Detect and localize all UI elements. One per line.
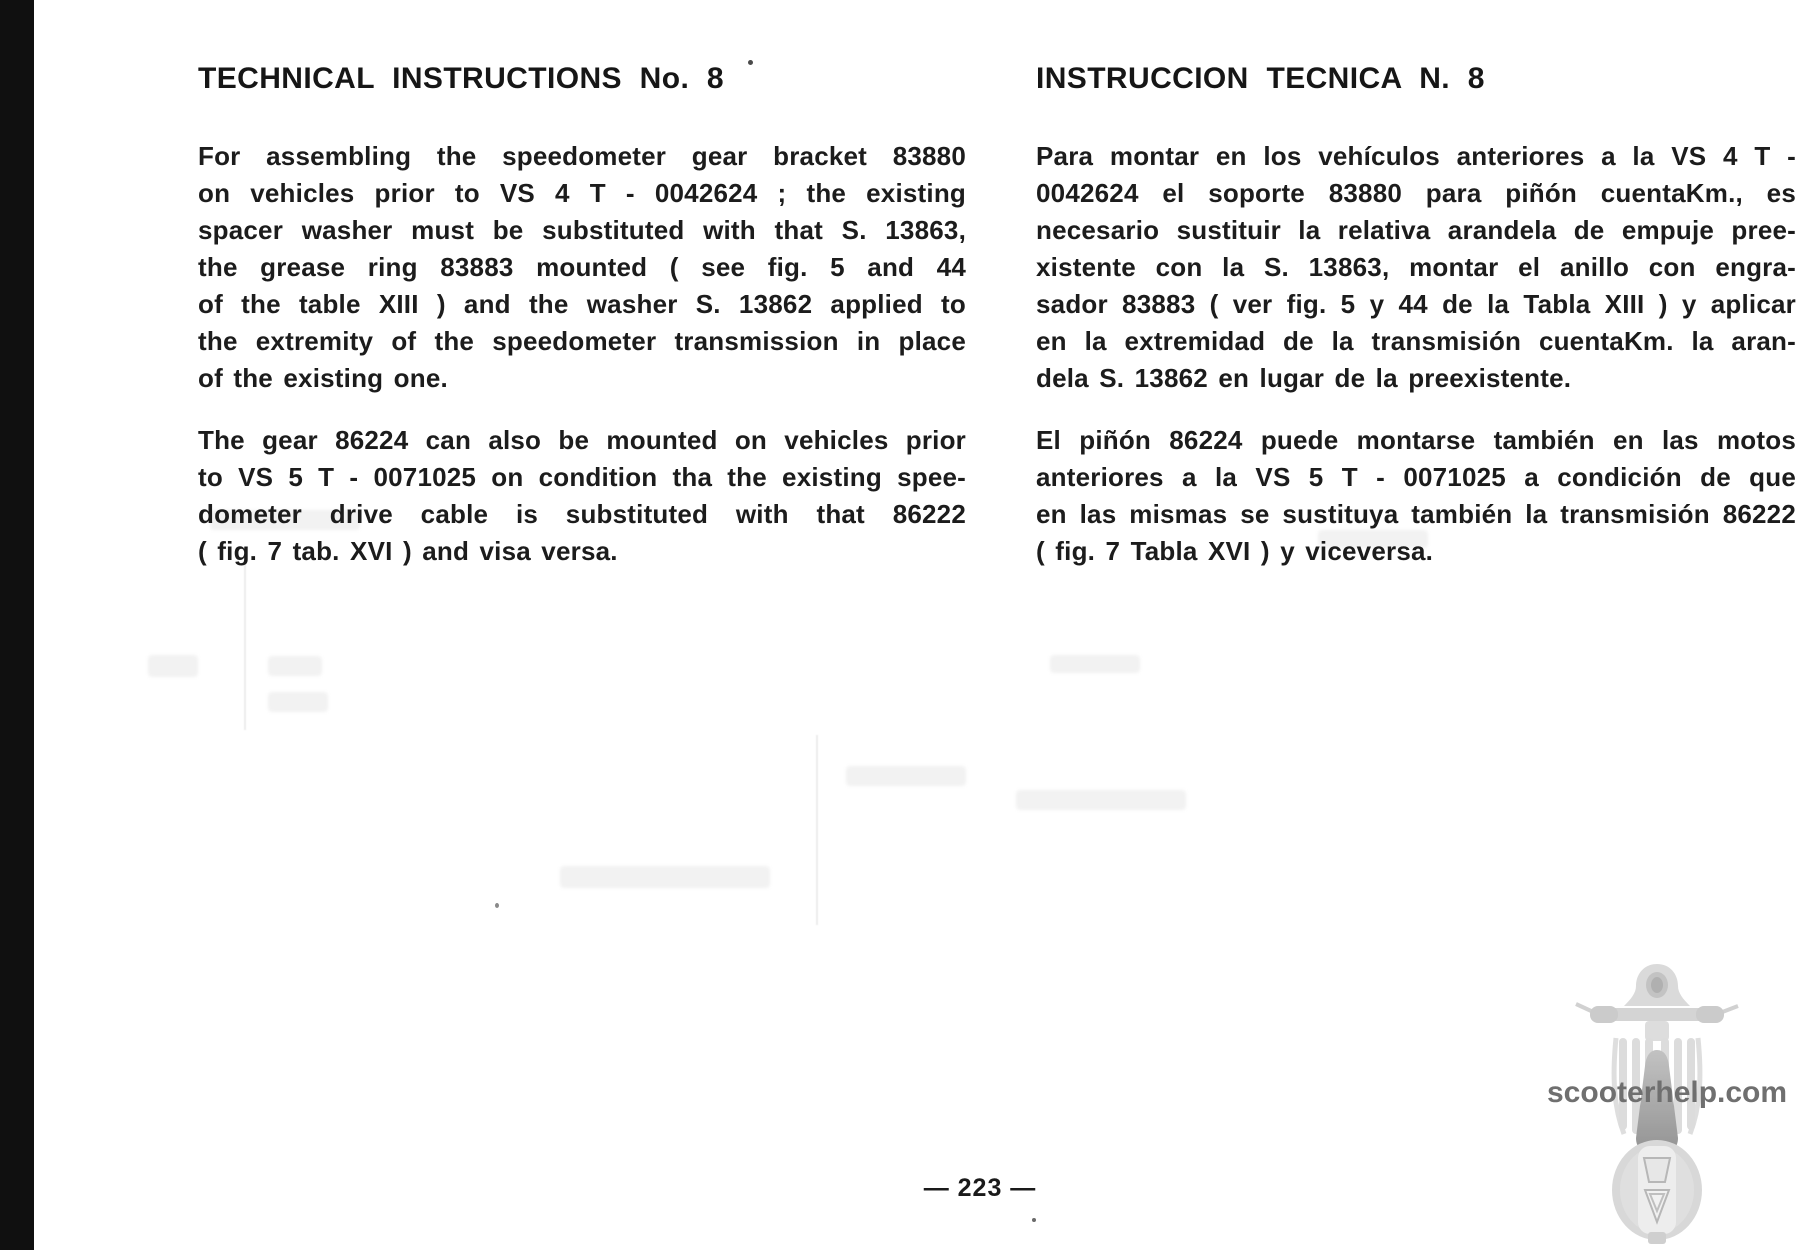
text-line: the grease ring 83883 mounted ( see fig. 5 and 44: [198, 252, 966, 282]
text-line: dometer drive cable is substituted with that 86222: [198, 499, 966, 529]
spanish-heading: INSTRUCCION TECNICA N. 8: [1036, 62, 1485, 95]
text-line: 0042624 el soporte 83880 para piñón cuentaKm., es: [1036, 178, 1796, 208]
ink-speck: [748, 60, 753, 65]
bleedthrough-smudge: [1050, 655, 1140, 673]
text-line: spacer washer must be substituted with that S. 13863,: [198, 215, 966, 245]
text-line: xistente con la S. 13863, montar el anillo con engra-: [1036, 252, 1796, 282]
text-line: on vehicles prior to VS 4 T - 0042624 ; the existing: [198, 178, 966, 208]
english-column: [198, 62, 966, 570]
bleedthrough-smudge: [268, 692, 328, 712]
text-line: sador 83883 ( ver fig. 5 y 44 de la Tabla XIII ) y aplicar: [1036, 289, 1796, 319]
bleedthrough-smudge: [560, 866, 770, 888]
bleedthrough-smudge: [1016, 790, 1186, 810]
english-paragraph-2: [198, 422, 966, 570]
spanish-paragraph-1: [1036, 138, 1796, 397]
text-line: to VS 5 T - 0071025 on condition tha the existing spee-: [198, 462, 966, 492]
bleedthrough-rule: [816, 735, 818, 925]
spanish-column: [1036, 62, 1796, 570]
bleedthrough-smudge: [268, 656, 322, 676]
spanish-paragraph-2: [1036, 422, 1796, 570]
text-line: dela S. 13862 en lugar de la preexistente.: [1036, 363, 1572, 393]
watermark-text: scooterhelp.com: [1547, 1076, 1788, 1109]
text-line: necesario sustituir la relativa arandela de empuje pree-: [1036, 215, 1796, 245]
text-line: of the existing one.: [198, 363, 448, 393]
page-number: — 223 —: [923, 1174, 1037, 1202]
bleedthrough-rule: [244, 555, 246, 730]
english-heading: TECHNICAL INSTRUCTIONS No. 8: [198, 62, 724, 95]
english-paragraph-1: [198, 138, 966, 397]
text-line: The gear 86224 can also be mounted on vehicles prior: [198, 425, 966, 455]
bleedthrough-smudge: [148, 655, 198, 677]
text-line: ( fig. 7 Tabla XVI ) y viceversa.: [1036, 536, 1434, 566]
text-line: the extremity of the speedometer transmission in place: [198, 326, 966, 356]
text-line: ( fig. 7 tab. XVI ) and visa versa.: [198, 536, 618, 566]
text-line: anteriores a la VS 5 T - 0071025 a condición de que: [1036, 462, 1796, 492]
ink-speck: [495, 903, 499, 908]
scan-edge-bar: [0, 0, 34, 1250]
text-line: en la extremidad de la transmisión cuentaKm. la aran-: [1036, 326, 1796, 356]
bleedthrough-smudge: [846, 766, 966, 786]
text-line: For assembling the speedometer gear bracket 83880: [198, 141, 966, 171]
text-line: of the table XIII ) and the washer S. 13862 applied to: [198, 289, 966, 319]
text-line: El piñón 86224 puede montarse también en las motos: [1036, 425, 1796, 455]
text-line: en las mismas se sustituya también la transmisión 86222: [1036, 499, 1796, 529]
ink-speck: [1032, 1218, 1036, 1222]
text-line: Para montar en los vehículos anteriores a la VS 4 T -: [1036, 141, 1796, 171]
